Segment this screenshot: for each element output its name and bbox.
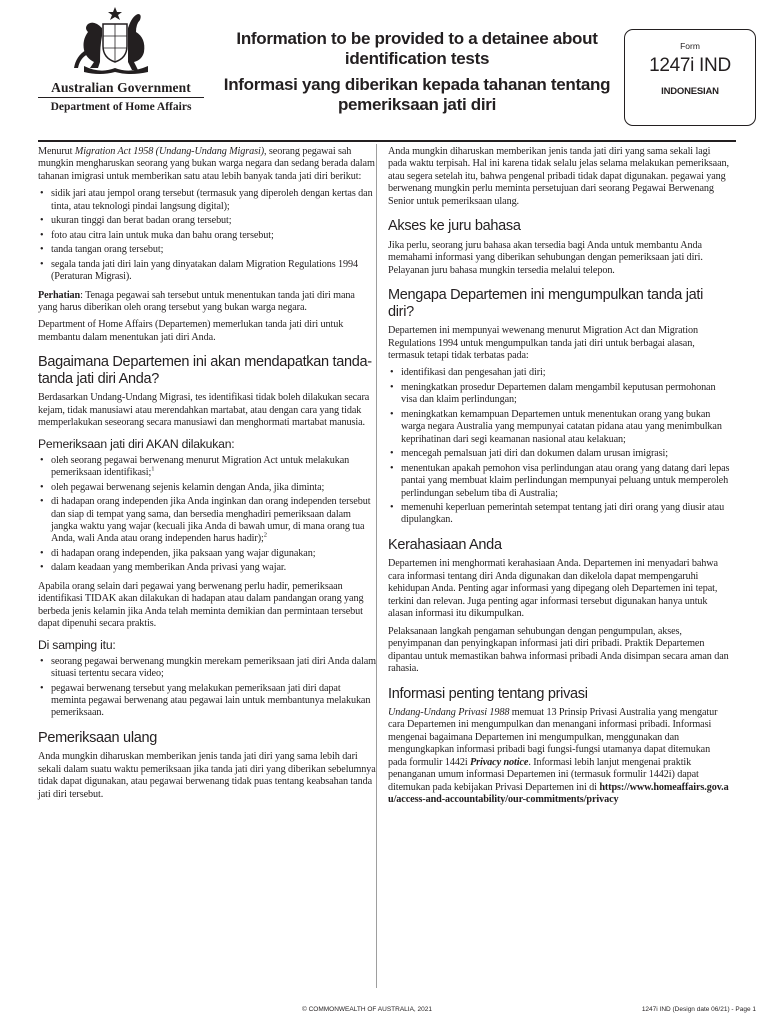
privacy-act-ref: Undang-Undang Privasi 1988 (388, 707, 510, 718)
heading-repeat: Pemeriksaan ulang (38, 729, 158, 746)
department-paragraph: Department of Home Affairs (Departemen) memerlukan tanda jati diri untuk membantu dalam menentukan jati diri Anda. (38, 319, 344, 343)
form-language: INDONESIAN (661, 86, 719, 97)
note-label: Perhatian (38, 289, 81, 301)
how-paragraph: Berdasarkan Undang-Undang Migrasi, tes identifikasi tidak boleh dilakukan secara kejam, tidak manusiawi atau merendahkan martabat, atau dengan cara yang tidak memperlakukan seseorang secara manusiawi dan menghormati martabat manusia. (38, 392, 370, 429)
list-item: • identifikasi dan pengesahan jati diri; (388, 367, 730, 379)
heading-privacy: Informasi penting tentang privasi (388, 685, 588, 702)
intro-paragraph: Menurut Migration Act 1958 (Undang-Undang Migrasi), seorang pegawai sah mungkin mengharuskan seorang yang bukan warga negara dan sedang berada dalam tahanan imigrasi untuk memberikan satu atau lebih banyak tanda jati diri berikut: (38, 146, 375, 182)
list-item: • foto atau citra lain untuk muka dan bahu orang tersebut; (38, 230, 376, 242)
list-item: • meningkatkan kemampuan Departemen untuk menentukan orang yang bukan warga negara Australia yang mempunyai catatan pidana atau yang menimbulkan keprihatinan dari segi keamanan nasional atau kelakuan; (388, 409, 730, 446)
also-list (38, 656, 376, 720)
list-item: • ukuran tinggi dan berat badan orang tersebut; (38, 215, 376, 227)
heading-confidentiality: Kerahasiaan Anda (388, 536, 502, 553)
government-name: Australian Government (51, 80, 191, 95)
privacy-notice-ref: Privacy notice (470, 756, 529, 768)
page-number: 1247i IND (Design date 06/21) - Page 1 (641, 1006, 756, 1013)
again-paragraph: Anda mungkin diharuskan memberikan jenis tanda jati diri yang sama sekali lagi pada waktu terpisah. Hal ini karena tidak selalu jelas selama melakukan pemeriksaan, atau segera setelah itu, bahwa pengenal pribadi tidak dapat digunakan. pegawai yang berwenang mungkin perlu meminta persetujuan dari seorang Pegawai Berwenang Senior untuk pemeriksaan ulang. (388, 146, 729, 207)
privacy-policy-link[interactable]: https://www.homeaffairs.gov.au/access-and-accountability/our-commitments/privacy (388, 781, 729, 806)
list-item: • pegawai berwenang tersebut yang melakukan pemeriksaan jati diri dapat meminta pegawai berwenang atau pegawai lain untuk membantunya melakukan pemeriksaan. (38, 683, 376, 720)
heading-interpreter: Akses ke juru bahasa (388, 218, 521, 235)
migration-act-ref: Migration Act 1958 (Undang-Undang Migrasi) (74, 146, 265, 157)
list-item: • di hadapan orang independen, jika paksaan yang wajar digunakan; (38, 548, 376, 560)
copyright-notice: © COMMONWEALTH OF AUSTRALIA, 2021 (302, 1006, 432, 1013)
document-title (222, 29, 612, 115)
department-name: Department of Home Affairs (50, 101, 192, 113)
list-item: • memenuhi keperluan pemerintah setempat tentang jati diri orang yang diusir atau dipulangkan. (388, 502, 730, 527)
repeat-paragraph: Anda mungkin diharuskan memberikan jenis tanda jati diri yang sama lebih dari sekali dalam suatu waktu pemeriksaan jika tanda jati diri yang diberikan sebelumnya tidak dapat digunakan, atau pegawai berwenang tidak puas tentang keabsahan tanda jati diri tersebut. (38, 751, 376, 800)
will-list (38, 455, 376, 575)
list-item: • segala tanda jati diri lain yang dinyatakan dalam Migration Regulations 1994 (Peraturan Migrasi). (38, 259, 376, 284)
heading-also: Di samping itu: (38, 637, 116, 652)
list-item: • tanda tangan orang tersebut; (38, 244, 376, 256)
title-english: Information to be provided to a detainee about identification tests (236, 29, 598, 68)
note-paragraph: Perhatian: Tenaga pegawai sah tersebut untuk menentukan tanda jati diri mana yang harus diberikan oleh orang tersebut yang bukan warga negara. (38, 289, 355, 313)
right-column (388, 146, 730, 812)
title-indonesian: Informasi yang diberikan kepada tahanan tentang pemeriksaan jati diri (223, 75, 611, 114)
interpreter-paragraph: Jika perlu, seorang juru bahasa akan tersedia bagi Anda untuk membantu Anda memahami informasi yang diberikan sehubungan dengan pemeriksaan jati diri. Pelayanan juru bahasa mungkin tersedia melalui telepon. (388, 239, 703, 276)
list-item: • dalam keadaan yang memberikan Anda privasi yang wajar. (38, 562, 376, 574)
left-column (38, 146, 376, 806)
list-item: • oleh pegawai berwenang sejenis kelamin dengan Anda, jika diminta; (38, 482, 376, 494)
identifier-list (38, 188, 376, 283)
header-divider (38, 97, 204, 98)
privacy-paragraph: Undang-Undang Privasi 1988 memuat 13 Prinsip Privasi Australia yang mengatur cara Departemen ini mengumpulkan dan menangani informasi pribadi. Informasi mengenai bagaimana Departemen ini mengumpulkan, menggunakan dan mengungkapkan informasi pribadi bagi fungsi-fungsi utamanya dapat ditemukan pada formulir 1442i Privacy notice. Informasi lebih lanjut mengenai praktik penanganan umum informasi Departemen ini (termasuk formulir 1442i) dapat ditemukan pada kebijakan Privasi Departemen ini di https://www.homeaffairs.gov.au/access-and-accountability/our-commitments/privacy (388, 707, 729, 806)
not-paragraph: Apabila orang selain dari pegawai yang berwenang perlu hadir, pemeriksaan identifikasi TIDAK akan dilakukan di hadapan atau dalam pandangan orang yang berbeda jenis kelamin jika Anda telah meminta demikian dan permintaan tersebut dapat dipenuhi secara praktis. (38, 580, 364, 630)
list-item: • seorang pegawai berwenang mungkin merekam pemeriksaan jati diri Anda dalam situasi tertentu secara video; (38, 656, 376, 681)
list-item: • oleh seorang pegawai berwenang menurut Migration Act untuk melakukan pemeriksaan identifikasi;$^1$ (38, 455, 376, 480)
form-label: Form (680, 41, 700, 51)
list-item: • di hadapan orang independen jika Anda inginkan dan orang independen tersebut dan siap di tempat yang sama, dan bersedia menghadiri pemeriksaan dalam jangka waktu yang wajar (kecuali jika Anda di bawah umur, di mana orang tua Anda, wali Anda atau orang independen harus hadir);$^2$ (38, 496, 376, 546)
heading-will: Pemeriksaan jati diri AKAN dilakukan: (38, 436, 235, 451)
list-item: • menentukan apakah pemohon visa perlindungan atau orang yang datang dari lepas pantai yang membuat klaim perlindungan mempunyai peluang untuk memperoleh perlindungan sebelum tiba di Australia; (388, 463, 730, 500)
column-divider (376, 144, 377, 988)
confidentiality-paragraph-2: Pelaksanaan langkah pengaman sehubungan dengan pengumpulan, akses, penyimpanan dan penyingkapan informasi jati diri pribadi. Praktik Departemen dipantau untuk memastikan bahwa informasi pribadi Anda disimpan secara aman dan rahasia. (388, 625, 729, 675)
coat-of-arms-icon (70, 6, 160, 76)
why-list (388, 367, 730, 526)
confidentiality-paragraph-1: Departemen ini menghormati kerahasiaan Anda. Departemen ini menyadari bahwa cara informasi tentang diri Anda digunakan dan dikelola dapat mempengaruhi kehidupan Anda. Penting agar informasi yang dipegang oleh Departemen ini tepat, terkini dan relevan. Juga penting agar informasi tersebut digunakan hanya untuk alasan informasi itu dikumpulkan. (388, 558, 718, 620)
list-item: • mencegah pemalsuan jati diri dan dokumen dalam urusan imigrasi; (388, 448, 730, 460)
form-number-box (624, 29, 756, 126)
list-item: • meningkatkan prosedur Departemen dalam mengambil keputusan permohonan visa dan klaim perlindungan; (388, 382, 730, 407)
form-number: 1247i IND (649, 55, 731, 76)
heading-why: Mengapa Departemen ini mengumpulkan tanda jati diri? (388, 287, 704, 320)
body-top-rule (38, 140, 736, 142)
why-paragraph: Departemen ini mempunyai wewenang menurut Migration Act dan Migration Regulations 1994 untuk mengumpulkan tanda jati diri untuk berbagai alasan, termasuk tetapi tidak terbatas pada: (388, 325, 698, 362)
footnote-marker: 2 (263, 532, 267, 540)
footnote-marker: 1 (151, 465, 155, 473)
heading-how: Bagaimana Departemen ini akan mendapatkan tanda-tanda jati diri Anda? (38, 354, 372, 387)
list-item: • sidik jari atau jempol orang tersebut (termasuk yang diperoleh dengan kertas dan tinta, atau teknologi pindai langsung digital); (38, 188, 376, 213)
